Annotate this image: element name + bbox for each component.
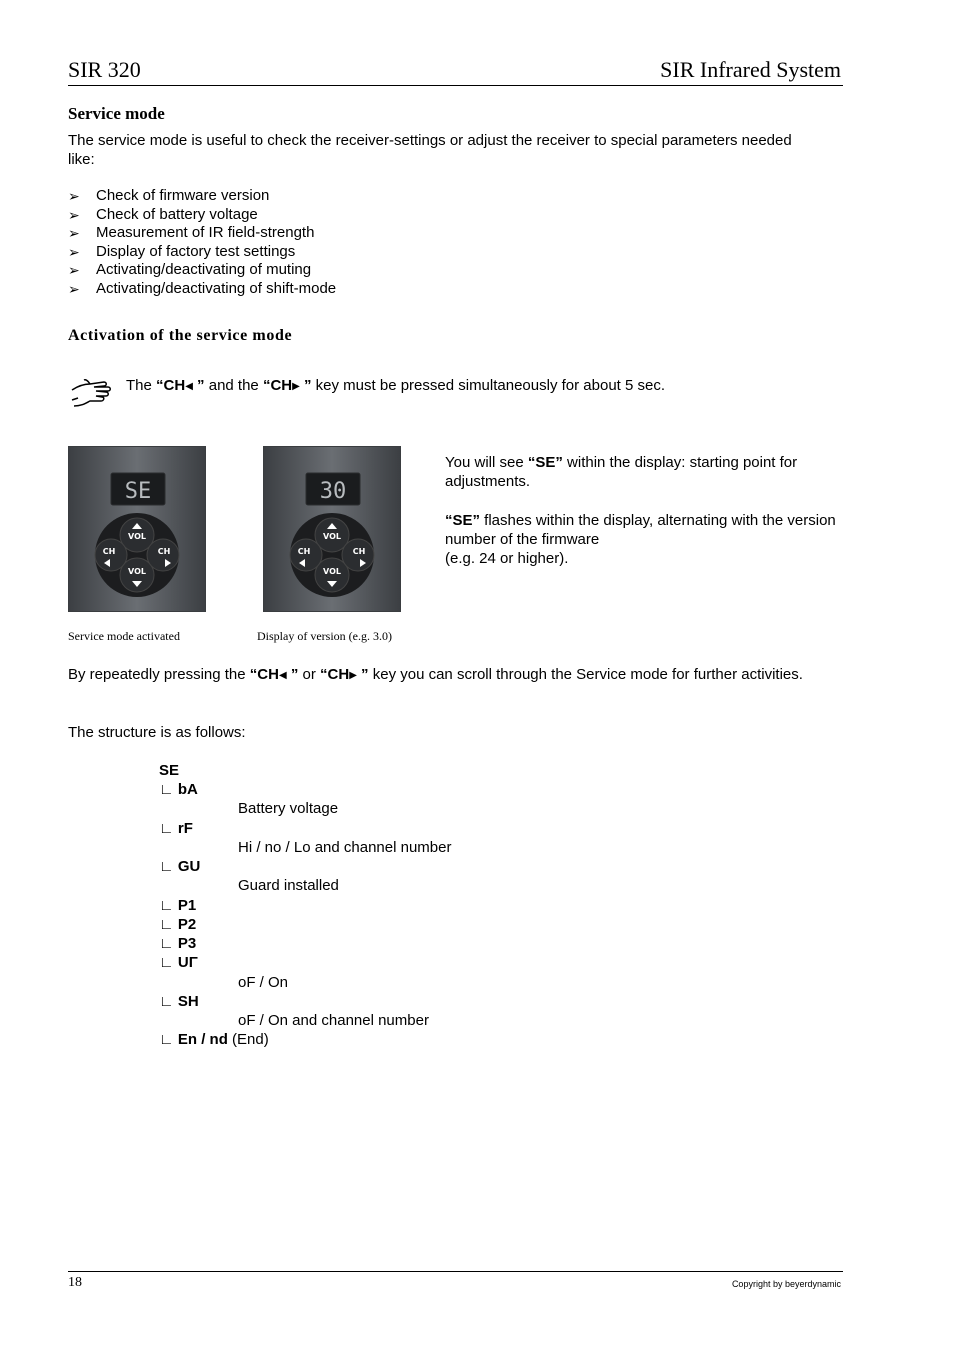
activation-title: Activation of the service mode [68, 327, 293, 344]
receiver-photo-version [263, 446, 401, 612]
svg-text:VOL: VOL [128, 532, 146, 541]
tree-item-desc: oF / On and channel number [238, 1012, 429, 1029]
list-item: ➢ Activating/deactivating of muting [68, 261, 312, 278]
tree-item-desc: Guard installed [238, 877, 339, 894]
receiver-photo-service-mode [68, 446, 206, 612]
svg-text:CH: CH [297, 547, 311, 556]
tree-item: ∟ rF [159, 820, 193, 837]
tree-item-desc: oF / On [238, 974, 289, 991]
triangle-right-icon: ▶ [349, 670, 357, 681]
svg-text:CH: CH [157, 547, 171, 556]
list-item: ➢ Measurement of IR field-strength [68, 224, 315, 241]
scroll-paragraph: By repeatedly pressing the “CH◀ ” or “CH▶ ” key you can scroll through the Service mode for further activities. [68, 666, 803, 683]
footer-rule [68, 1271, 843, 1272]
side-paragraph-2: “SE” flashes within the display, alternating with the version number of the firmware (e.g. 24 or higher). [445, 512, 836, 567]
arrow-bullet-icon: ➢ [68, 262, 80, 278]
list-item: ➢ Activating/deactivating of shift-mode [68, 279, 337, 297]
triangle-left-icon: ◀ [278, 670, 287, 681]
tree-item: ∟ UΓ [159, 954, 198, 971]
svg-text:VOL: VOL [128, 567, 146, 576]
svg-text:CH: CH [102, 547, 116, 556]
page-number: 18 [68, 1275, 82, 1290]
tree-root: SE [159, 762, 180, 779]
structure-intro: The structure is as follows: [68, 724, 246, 741]
copyright: Copyright by beyerdynamic [731, 1279, 841, 1289]
caption-photo-2: Display of version (e.g. 3.0) [257, 629, 392, 643]
triangle-left-icon: ◀ [185, 381, 193, 392]
arrow-bullet-icon: ➢ [68, 225, 80, 241]
tree-item: ∟ GU [159, 858, 201, 875]
tree-item: ∟ bA [159, 781, 198, 798]
list-item: ➢ Check of firmware version [68, 187, 270, 204]
feature-list [68, 187, 336, 298]
list-item: ➢ Check of battery voltage [68, 205, 258, 223]
arrow-bullet-icon: ➢ [68, 243, 80, 260]
tree-item: ∟ P3 [159, 935, 197, 952]
tree-item: ∟ En / nd (End) [159, 1031, 269, 1048]
caption-photo-1: Service mode activated [68, 629, 180, 643]
svg-text:VOL: VOL [323, 567, 341, 576]
hand-press-icon [70, 376, 112, 410]
arrow-bullet-icon: ➢ [68, 206, 80, 223]
activation-instruction: The “CH◀ ” and the “CH▶ ” key must be pressed simultaneously for about 5 sec. [126, 377, 666, 394]
display-readout: 30 [319, 479, 347, 504]
section-title: Service mode [68, 104, 165, 123]
header-product: SIR 320 [68, 57, 141, 82]
tree-item: ∟ P2 [159, 916, 197, 933]
arrow-bullet-icon: ➢ [68, 188, 80, 204]
triangle-right-icon: ▶ [292, 381, 300, 392]
tree-item-desc: Hi / no / Lo and channel number [238, 839, 452, 856]
svg-text:CH: CH [352, 547, 366, 556]
header-rule [68, 85, 843, 86]
arrow-bullet-icon: ➢ [68, 280, 80, 297]
side-paragraph-1: You will see “SE” within the display: starting point for adjustments. [445, 454, 798, 490]
tree-item: ∟ P1 [159, 897, 197, 914]
header-system: SIR Infrared System [660, 57, 841, 82]
intro-paragraph: The service mode is useful to check the receiver-settings or adjust the receiver to special parameters needed like: [68, 132, 792, 168]
tree-item-desc: Battery voltage [238, 800, 339, 817]
list-item: ➢ Display of factory test settings [68, 242, 296, 260]
tree-item: ∟ SH [159, 993, 199, 1010]
display-readout: SE [124, 479, 152, 504]
svg-text:VOL: VOL [323, 532, 341, 541]
